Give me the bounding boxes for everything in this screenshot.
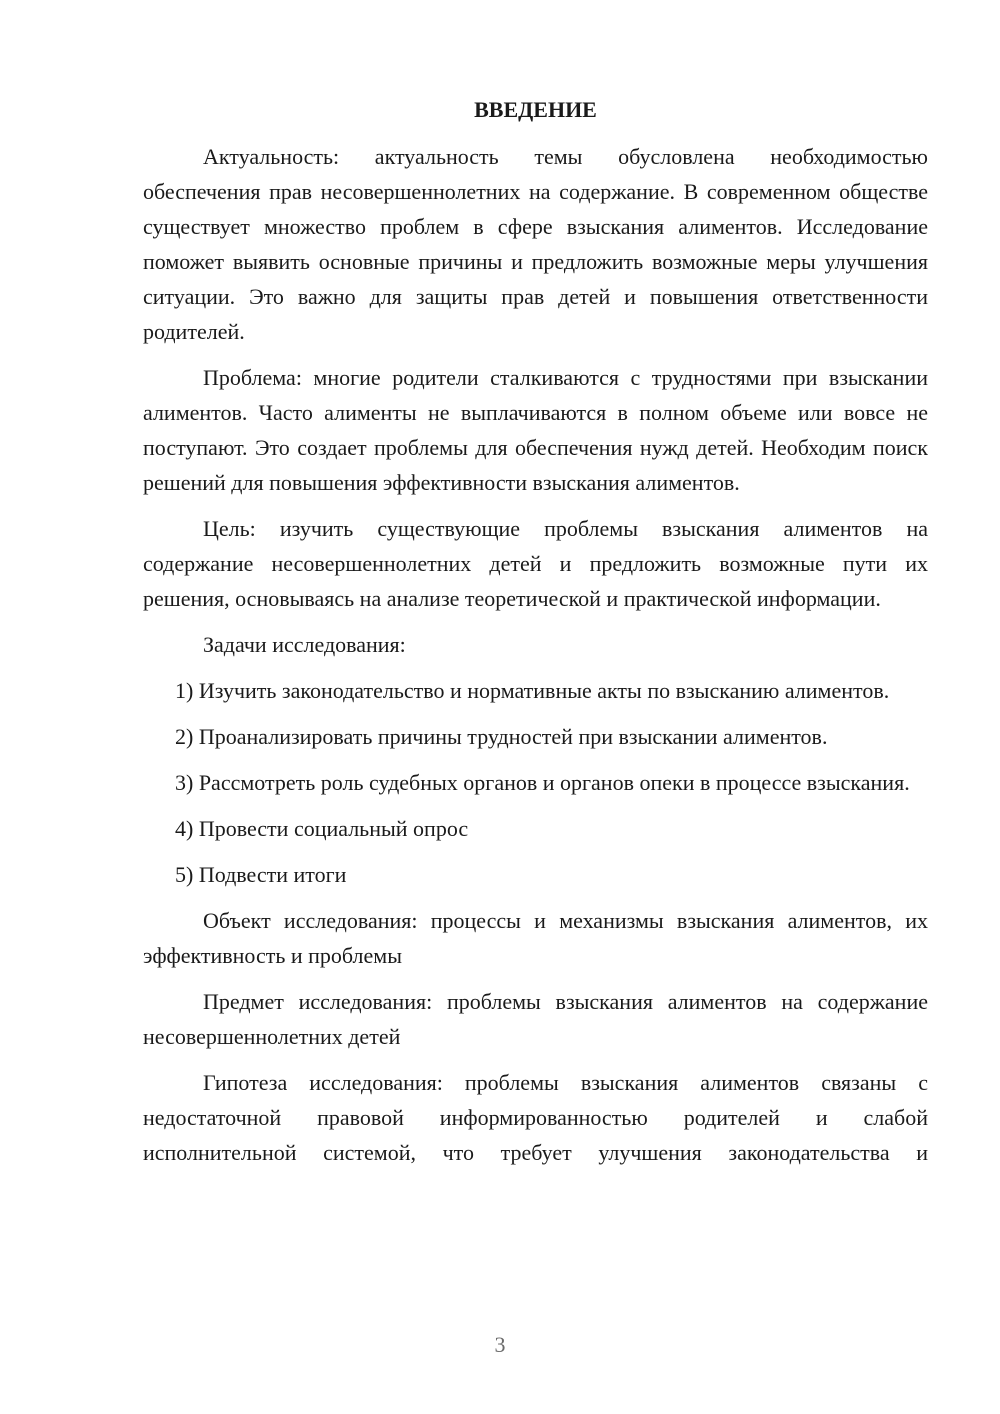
paragraph-problem: Проблема: многие родители сталкиваются с трудностями при взыскании алиментов. Часто алименты не выплачиваются в полном объеме или вовсе не поступают. Это создает проблемы для обеспечения нужд детей. Необходим поиск решений для повышения эффективности взыскания алиментов.: [143, 365, 928, 495]
task-item-5: 5) Подвести итоги: [175, 862, 347, 887]
tasks-title: Задачи исследования:: [203, 632, 406, 657]
paragraph-hypothesis: Гипотеза исследования: проблемы взыскания алиментов связаны с недостаточной правовой информированностью родителей и слабой исполнительной системой, что требует улучшения законодательства и: [143, 1070, 928, 1165]
document-heading: ВВЕДЕНИЕ: [474, 97, 597, 122]
paragraph-object: Объект исследования: процессы и механизмы взыскания алиментов, их эффективность и проблемы: [143, 908, 928, 968]
page-number: 3: [494, 1332, 506, 1357]
task-item-3: 3) Рассмотреть роль судебных органов и органов опеки в процессе взыскания.: [175, 770, 910, 795]
task-item-2: 2) Проанализировать причины трудностей при взыскании алиментов.: [175, 724, 828, 749]
paragraph-subject: Предмет исследования: проблемы взыскания алиментов на содержание несовершеннолетних детей: [143, 989, 928, 1049]
document-page: [143, 92, 928, 1181]
task-item-4: 4) Провести социальный опрос: [175, 816, 469, 841]
paragraph-relevance: Актуальность: актуальность темы обусловлена необходимостью обеспечения прав несовершеннолетних на содержание. В современном обществе существует множество проблем в сфере взыскания алиментов. Исследование поможет выявить основные причины и предложить возможные меры улучшения ситуации. Это важно для защиты прав детей и повышения ответственности родителей.: [143, 144, 928, 344]
task-item-1: 1) Изучить законодательство и нормативные акты по взысканию алиментов.: [175, 678, 890, 703]
paragraph-goal: Цель: изучить существующие проблемы взыскания алиментов на содержание несовершеннолетних детей и предложить возможные пути их решения, основываясь на анализе теоретической и практической информации.: [143, 516, 928, 611]
